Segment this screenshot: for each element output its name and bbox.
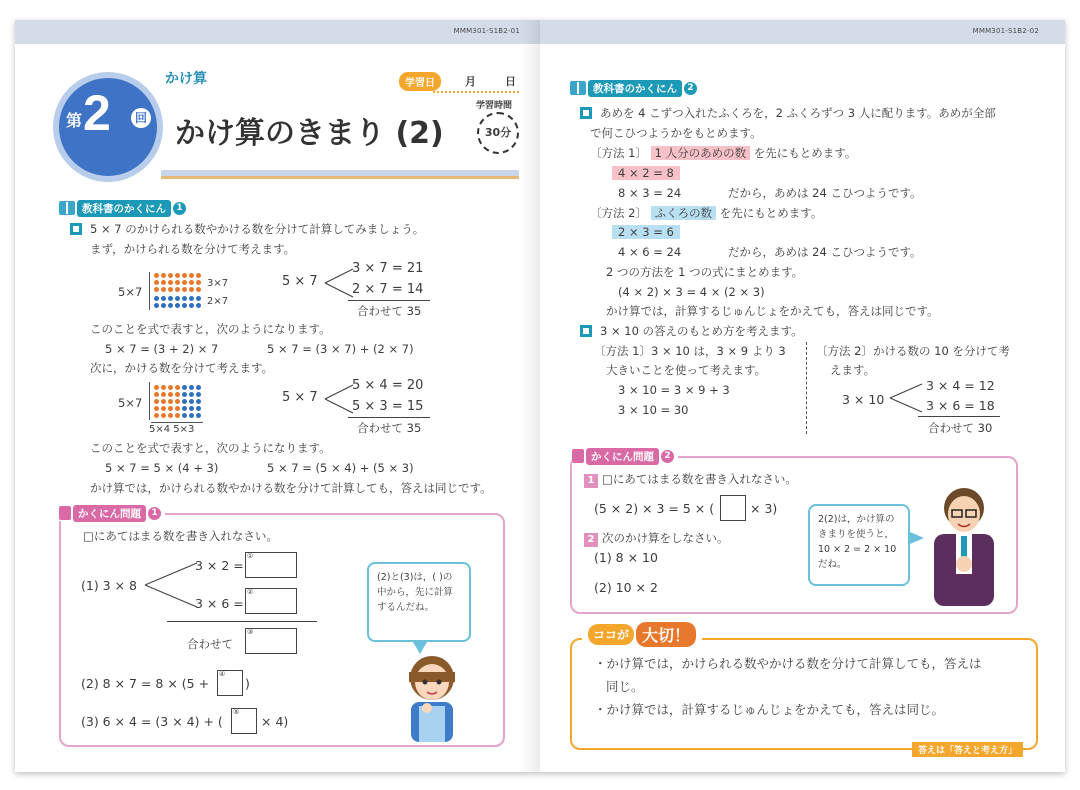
eq-a-1: 3 × 7 = 21	[352, 261, 424, 276]
problem-2-text: 次のかけ算をしなさい。	[602, 531, 729, 545]
unit-label: かけ算	[165, 71, 207, 87]
diagram-a-label: 5×7	[118, 285, 143, 299]
branch-lines-a	[323, 265, 355, 301]
section-label: 教科書のかくにん	[588, 80, 682, 97]
eq-a-2: 2 × 7 = 14	[352, 282, 424, 297]
p1-b: 3 × 6 =	[195, 596, 244, 611]
section-label: 教科書のかくにん	[77, 200, 171, 217]
method1	[590, 145, 856, 161]
problem-1-eq-end: × 3)	[750, 501, 778, 516]
section-practice-2	[572, 448, 678, 464]
eq-b-1: 5 × 4 = 20	[352, 378, 424, 393]
diagram-a-r1: 3×7	[207, 278, 229, 289]
problem-1-text: □にあてはまる数を書き入れなさい。	[602, 472, 797, 486]
pencil-icon	[59, 506, 71, 520]
study-date-label: 学習日	[399, 72, 441, 91]
q3-m2-sum: 合わせて 30	[928, 421, 993, 435]
q1-line1: まず，かけられる数を分けて考えます。	[90, 242, 296, 256]
q3-m1-l2: 大きいことを使って考えます。	[606, 363, 767, 377]
page-code: MMM301-S1B2-01	[453, 27, 520, 35]
q3-m1-l1: 〔方法 1〕3 × 10 は，3 × 9 より 3	[594, 344, 786, 358]
lesson-number: 2	[83, 85, 111, 141]
answer-box-2[interactable]: ②	[245, 588, 297, 614]
p1-a: 3 × 2 =	[195, 558, 244, 573]
q3-m2-e1: 3 × 4 = 12	[926, 378, 995, 393]
q3-m2-l2: えます。	[830, 363, 876, 377]
q3-m2-head: 3 × 10	[842, 392, 885, 407]
sum-line-a	[348, 300, 430, 301]
method2-eq1: 2 × 3 = 6	[612, 225, 680, 239]
q2-line1: あめを 4 こずつ入れたふくろを，2 ふくろずつ 3 人に配ります。あめが全部	[600, 106, 996, 120]
sum-b: 合わせて 35	[357, 421, 422, 435]
book-icon	[59, 201, 75, 215]
section-textbook-check-1	[59, 200, 186, 216]
p1-sum-line	[167, 621, 317, 622]
problem-2-number: 2	[584, 533, 598, 547]
q1-line7: かけ算では，かけられる数やかける数を分けて計算しても，答えは同じです。	[90, 481, 492, 495]
blue-dots	[153, 295, 209, 309]
textbook-spread	[15, 20, 1065, 772]
answer-box-r1[interactable]	[720, 495, 746, 521]
branch-lines-p1	[143, 560, 199, 610]
title-underline-accent	[161, 176, 519, 179]
p3-text: (3) 6 × 4 = (3 × 4) + (	[81, 714, 223, 729]
problem-2	[584, 530, 729, 547]
p2-end: )	[245, 676, 250, 691]
branch-lines-b	[323, 381, 355, 417]
month-label: 月	[465, 75, 476, 88]
study-time-clock: 30分	[477, 112, 519, 154]
q3-m1-e2: 3 × 10 = 30	[618, 403, 689, 417]
method1-highlight: 1 人分のあめの数	[651, 146, 750, 160]
method-divider	[806, 342, 807, 434]
q2-line2: で何こひつようかをもとめます。	[590, 126, 762, 140]
method1-eq2: 8 × 3 = 24	[618, 186, 682, 200]
method1-eq2-tail: だから，あめは 24 こひつようです。	[728, 186, 922, 200]
eq-a-head: 5 × 7	[282, 274, 318, 289]
left-page	[15, 20, 540, 772]
method2-eq2-tail: だから，あめは 24 こひつようです。	[728, 245, 922, 259]
day-label: 日	[505, 75, 516, 88]
question-mark-icon	[70, 223, 82, 235]
section-practice-1	[59, 505, 165, 521]
method1-eq1: 4 × 2 = 8	[612, 166, 680, 180]
teacher-illustration	[922, 482, 1006, 606]
summary1: 2 つの方法を 1 つの式にまとめます。	[606, 265, 804, 279]
study-time-label: 学習時間	[476, 101, 513, 111]
section-number: 1	[148, 507, 161, 520]
problem-1-eq: (5 × 2) × 3 = 5 × (	[594, 501, 715, 516]
answer-box-5[interactable]: ⑤	[231, 708, 257, 734]
answer-box-4[interactable]: ④	[217, 670, 243, 696]
section-number: 2	[684, 82, 697, 95]
q3-text: 3 × 10 の答えのもとめ方を考えます。	[600, 324, 803, 338]
eq-b-head: 5 × 7	[282, 390, 318, 405]
p1-head: (1) 3 × 8	[81, 578, 138, 593]
problem-1-number: 1	[584, 474, 598, 488]
method2-highlight: ふくろの数	[651, 206, 717, 220]
diagram-b-label: 5×7	[118, 396, 143, 410]
q3-m2-e2: 3 × 6 = 18	[926, 398, 995, 413]
section-number: 1	[173, 202, 186, 215]
lesson-suffix: 回	[131, 108, 151, 128]
dot-array-a	[149, 272, 209, 310]
orange-dots	[153, 272, 209, 293]
answers-reference: 答えは「答えと考え方」	[912, 742, 1023, 757]
page-code: MMM301-S1B2-02	[972, 27, 1039, 35]
answer-box-1[interactable]: ①	[245, 552, 297, 578]
key-point-label	[582, 622, 702, 647]
answer-box-3[interactable]: ③	[245, 628, 297, 654]
q3-m1-e1: 3 × 10 = 3 × 9 + 3	[618, 383, 730, 397]
summary2: (4 × 2) × 3 = 4 × (2 × 3)	[618, 285, 765, 299]
question-mark-icon	[580, 325, 592, 337]
date-dotted-line	[433, 91, 519, 93]
method2-eq2: 4 × 6 = 24	[618, 245, 682, 259]
page-title: かけ算のきまり (2)	[175, 116, 444, 151]
method2	[590, 205, 822, 221]
speech-bubble-left: (2)と(3)は，( )の中から，先に計算するんだね。	[367, 562, 471, 642]
girl-illustration	[397, 650, 467, 742]
question-mark-icon	[580, 107, 592, 119]
method1-tail: を先にもとめます。	[753, 146, 857, 160]
q1-line3b: 5 × 7 = (3 × 7) + (2 × 7)	[267, 342, 414, 356]
section-label: かくにん問題	[73, 505, 146, 522]
sum-a: 合わせて 35	[357, 304, 422, 318]
pencil-icon	[572, 449, 584, 463]
branch-lines-q3	[888, 380, 924, 416]
section-textbook-check-2	[570, 80, 697, 96]
book-icon	[570, 81, 586, 95]
method2-tail: を先にもとめます。	[719, 206, 823, 220]
problem-1	[584, 471, 797, 488]
q1-line6a: 5 × 7 = 5 × (4 + 3)	[105, 461, 219, 475]
eq-b-2: 5 × 3 = 15	[352, 399, 424, 414]
key-label-a: ココが	[588, 624, 634, 645]
diagram-a-r2: 2×7	[207, 296, 229, 307]
q1-line6b: 5 × 7 = (5 × 4) + (5 × 3)	[267, 461, 414, 475]
q1-line5: このことを式で表すと，次のようになります。	[90, 441, 331, 455]
p2-text: (2) 8 × 7 = 8 × (5 +	[81, 676, 210, 691]
key-point-1: ・かけ算では，かけられる数やかける数を分けて計算しても，答えは	[594, 656, 982, 671]
q1-line4: 次に，かける数を分けて考えます。	[90, 361, 274, 375]
diagram-b-underline	[151, 422, 203, 423]
right-page	[540, 20, 1065, 772]
mixed-dots	[153, 384, 204, 419]
problem-2b: (2) 10 × 2	[594, 580, 658, 595]
q1-text: 5 × 7 のかけられる数やかける数を分けて計算してみましょう。	[90, 222, 425, 236]
dot-array-b	[149, 382, 204, 420]
lesson-prefix: 第	[66, 111, 83, 130]
key-point-2: ・かけ算では，計算するじゅんじょをかえても，答えは同じ。	[594, 702, 945, 717]
q3-m2-l1: 〔方法 2〕かける数の 10 を分けて考	[816, 344, 1010, 358]
key-label-b: 大切！	[636, 622, 696, 647]
speech-bubble-right: 2(2)は，かけ算のきまりを使うと，10 × 2 = 2 × 10 だね。	[808, 504, 910, 586]
section-label: かくにん問題	[586, 448, 659, 465]
p1-sum: 合わせて	[187, 637, 233, 651]
key-point-1b: 同じ。	[606, 679, 644, 694]
diagram-b-under: 5×4 5×3	[149, 424, 195, 435]
q1-line3a: 5 × 7 = (3 + 2) × 7	[105, 342, 219, 356]
q1-line2: このことを式で表すと，次のようになります。	[90, 322, 331, 336]
practice-intro: □にあてはまる数を書き入れなさい。	[83, 529, 278, 543]
method2-head: 〔方法 2〕	[590, 206, 647, 220]
p3-end: × 4)	[261, 714, 289, 729]
method1-head: 〔方法 1〕	[590, 146, 647, 160]
summary3: かけ算では，計算するじゅんじょをかえても，答えは同じです。	[606, 304, 939, 318]
problem-2a: (1) 8 × 10	[594, 550, 658, 565]
sum-line-b	[348, 417, 430, 418]
section-number: 2	[661, 450, 674, 463]
sum-line-q3	[918, 416, 1000, 417]
